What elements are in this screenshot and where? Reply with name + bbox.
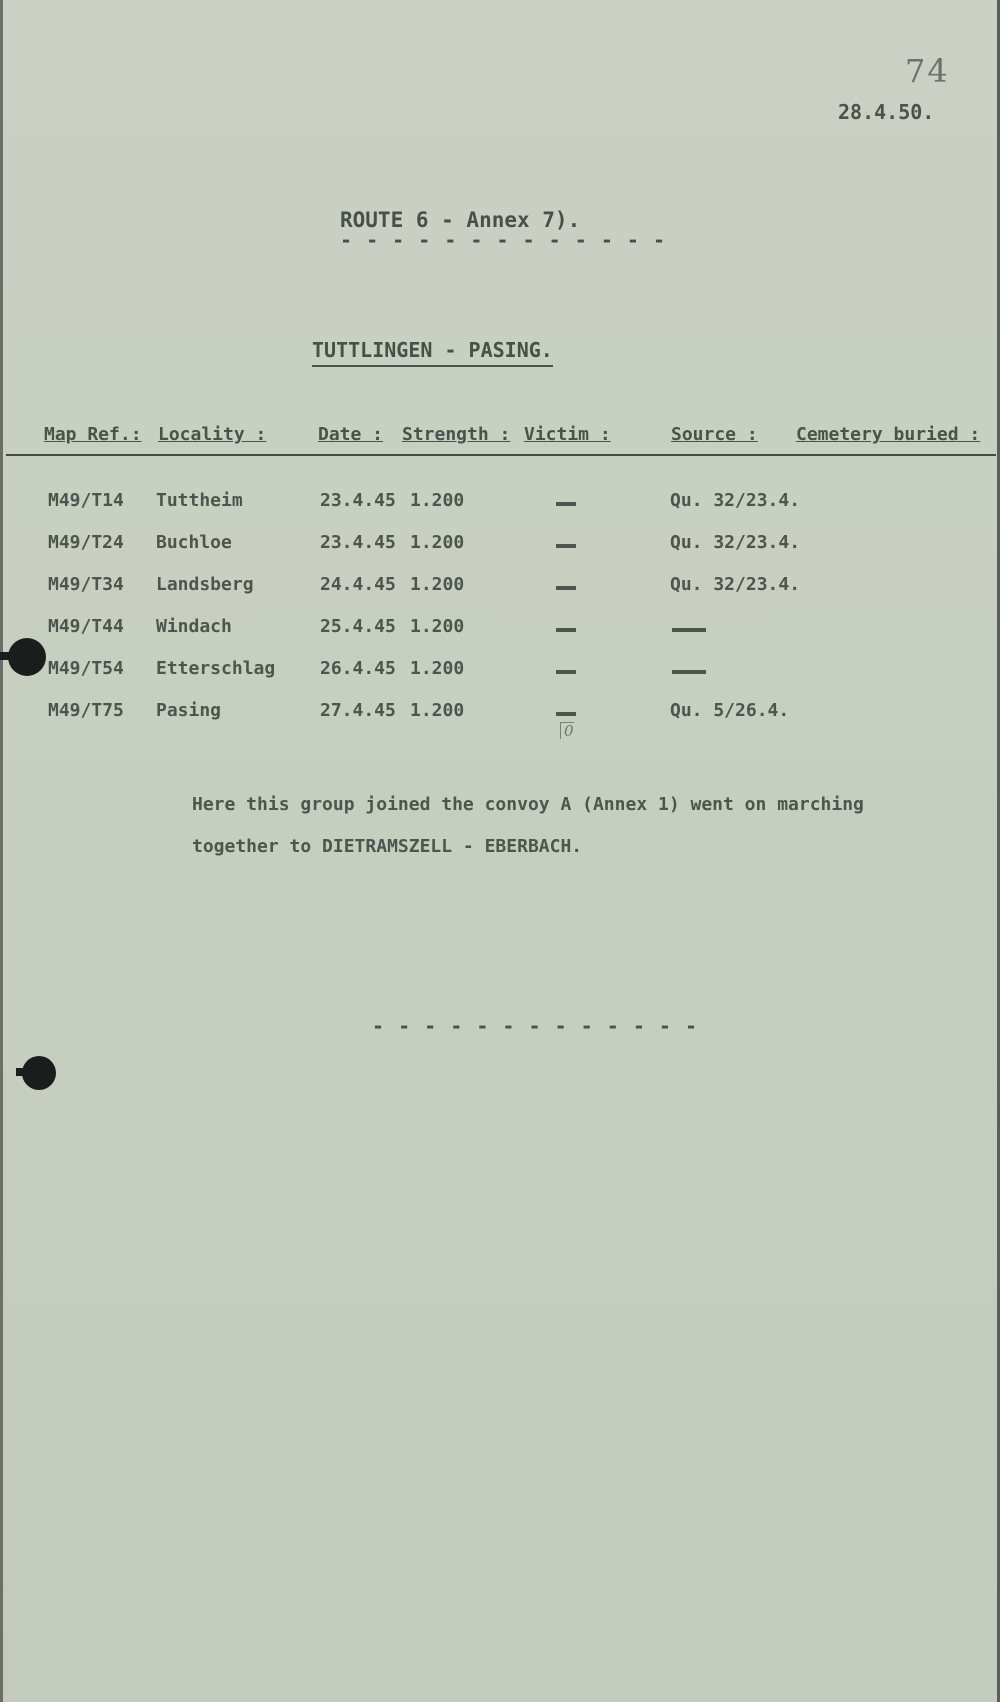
narrative-line: together to DIETRAMSZELL - EBERBACH. xyxy=(192,836,583,857)
cell-locality: Etterschlag xyxy=(156,658,276,679)
cell-map-ref: M49/T14 xyxy=(48,490,124,511)
table-row xyxy=(0,490,1000,520)
narrative-text xyxy=(192,784,952,868)
cell-date: 23.4.45 xyxy=(320,490,396,511)
cell-strength: 1.200 xyxy=(410,700,465,721)
cell-date: 23.4.45 xyxy=(320,532,396,553)
cell-victim-dash xyxy=(556,586,576,590)
punch-hole-lower xyxy=(22,1056,56,1090)
cell-source: Qu. 32/23.4. xyxy=(670,490,801,511)
table-row xyxy=(0,616,1000,646)
header-strength: Strength : xyxy=(402,424,511,445)
document-title: ROUTE 6 - Annex 7). xyxy=(340,208,581,232)
route-name-heading: TUTTLINGEN - PASING. xyxy=(312,338,553,367)
cell-source: Qu. 32/23.4. xyxy=(670,574,801,595)
cell-source-dash xyxy=(672,670,706,674)
cell-locality: Buchloe xyxy=(156,532,232,553)
cell-map-ref: M49/T75 xyxy=(48,700,124,721)
cell-map-ref: M49/T24 xyxy=(48,532,124,553)
end-dash-separator: - - - - - - - - - - - - - xyxy=(372,1014,699,1038)
cell-source-dash xyxy=(672,628,706,632)
header-source: Source : xyxy=(671,424,758,445)
cell-strength: 1.200 xyxy=(410,574,465,595)
cell-locality: Tuttheim xyxy=(156,490,243,511)
cell-strength: 1.200 xyxy=(410,532,465,553)
cell-locality: Windach xyxy=(156,616,232,637)
cell-date: 25.4.45 xyxy=(320,616,396,637)
cell-victim-dash xyxy=(556,502,576,506)
cell-source: Qu. 5/26.4. xyxy=(670,700,790,721)
cell-victim-dash xyxy=(556,670,576,674)
cell-locality: Landsberg xyxy=(156,574,254,595)
cell-source: Qu. 32/23.4. xyxy=(670,532,801,553)
cell-map-ref: M49/T54 xyxy=(48,658,124,679)
document-date: 28.4.50. xyxy=(838,100,935,124)
cell-locality: Pasing xyxy=(156,700,222,721)
cell-date: 27.4.45 xyxy=(320,700,396,721)
table-row xyxy=(0,658,1000,688)
header-locality: Locality : xyxy=(158,424,267,445)
header-cemetery: Cemetery buried : xyxy=(796,424,981,445)
cell-victim-dash xyxy=(556,712,576,716)
title-block xyxy=(340,208,667,252)
header-map-ref: Map Ref.: xyxy=(44,424,142,445)
handwritten-page-number: 74 xyxy=(905,52,950,90)
cell-map-ref: M49/T34 xyxy=(48,574,124,595)
narrative-line: Here this group joined the convoy A (Annex 1) went on marching xyxy=(192,794,864,815)
cell-date: 24.4.45 xyxy=(320,574,396,595)
title-dash-underline: - - - - - - - - - - - - - xyxy=(340,228,667,252)
cell-strength: 1.200 xyxy=(410,616,465,637)
page-edge-left xyxy=(0,0,3,1702)
cell-map-ref: M49/T44 xyxy=(48,616,124,637)
table-row xyxy=(0,700,1000,730)
header-victim: Victim : xyxy=(524,424,611,445)
cell-date: 26.4.45 xyxy=(320,658,396,679)
cell-victim-dash xyxy=(556,628,576,632)
punch-hole-upper xyxy=(8,638,46,676)
cell-strength: 1.200 xyxy=(410,490,465,511)
table-row xyxy=(0,532,1000,562)
table-header xyxy=(6,424,996,456)
cell-victim-dash xyxy=(556,544,576,548)
table-row xyxy=(0,574,1000,604)
handwritten-tally-mark: 0 xyxy=(560,722,574,739)
header-date: Date : xyxy=(318,424,384,445)
cell-strength: 1.200 xyxy=(410,658,465,679)
